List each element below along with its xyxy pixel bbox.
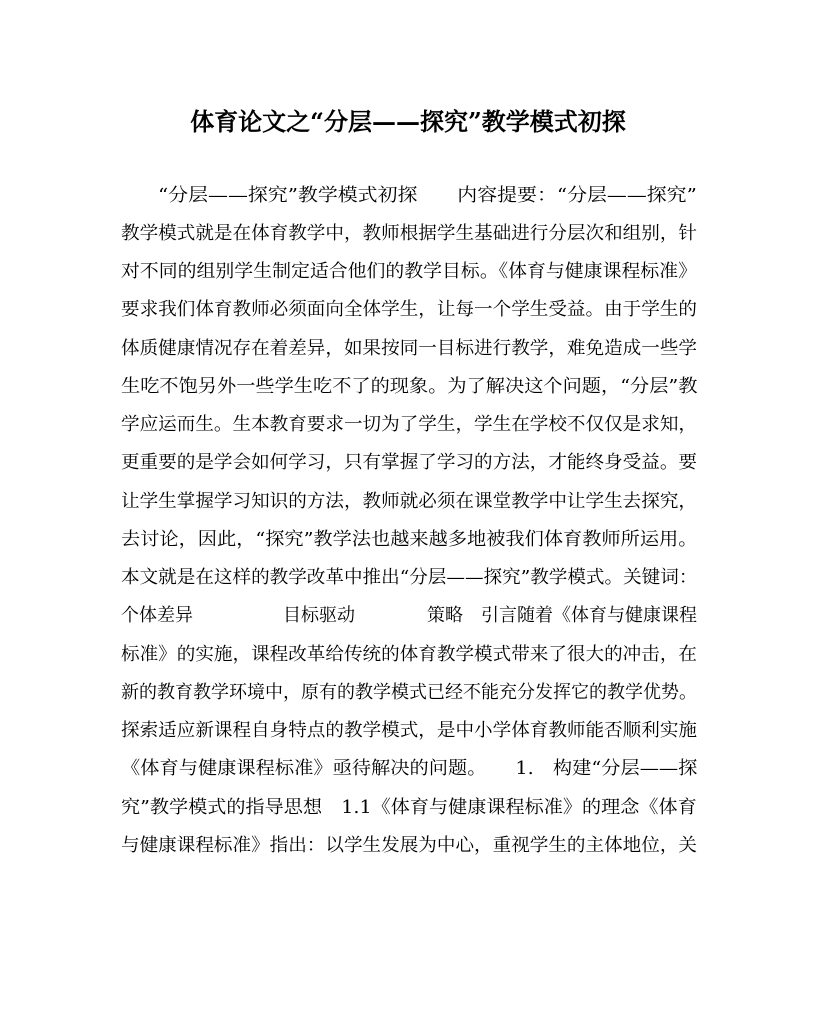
text-line-13: 标准》的实施，课程改革给传统的体育教学模式带来了很大的冲击，在	[121, 644, 697, 665]
text-line-4: 要求我们体育教师必须面向全体学生，让每一个学生受益。由于学生的	[121, 299, 697, 320]
text-line-9: 让学生掌握学习知识的方法，教师就必须在课堂教学中让学生去探究，	[121, 491, 697, 512]
text-line-10: 去讨论，因此，“探究”教学法也越来越多地被我们体育教师所运用。	[121, 529, 698, 550]
text-line-11: 本文就是在这样的教学改革中推出“分层——探究”教学模式。关键词：	[121, 567, 698, 588]
text-line-17: 究”教学模式的指导思想 1.1《体育与健康课程标准》的理念《体育	[121, 797, 697, 818]
page-title: 体育论文之“分层——探究”教学模式初探	[190, 107, 626, 136]
text-line-18: 与健康课程标准》指出：以学生发展为中心，重视学生的主体地位，关	[121, 835, 697, 856]
text-line-2: 教学模式就是在体育教学中，教师根据学生基础进行分层次和组别，针	[121, 223, 697, 244]
text-line-16: 《体育与健康课程标准》亟待解决的问题。 1. 构建“分层——探	[121, 758, 698, 779]
text-line-3: 对不同的组别学生制定适合他们的教学目标。《体育与健康课程标准》	[121, 261, 697, 282]
text-line-8: 更重要的是学会如何学习，只有掌握了学习的方法，才能终身受益。要	[121, 452, 697, 473]
text-line-6: 生吃不饱另外一些学生吃不了的现象。为了解决这个问题，“分层”教	[121, 376, 698, 397]
text-line-15: 探索适应新课程自身特点的教学模式，是中小学体育教师能否顺利实施	[121, 720, 697, 741]
text-line-12: 个体差异 目标驱动 策略 引言随着《体育与健康课程	[121, 605, 697, 626]
text-line-1: “分层——探究”教学模式初探 内容提要：“分层——探究”	[158, 185, 697, 206]
text-line-5: 体质健康情况存在着差异，如果按同一目标进行教学，难免造成一些学	[121, 338, 697, 359]
text-line-14: 新的教育教学环境中，原有的教学模式已经不能充分发挥它的教学优势。	[121, 682, 697, 703]
text-line-7: 学应运而生。生本教育要求一切为了学生，学生在学校不仅仅是求知，	[121, 414, 697, 435]
